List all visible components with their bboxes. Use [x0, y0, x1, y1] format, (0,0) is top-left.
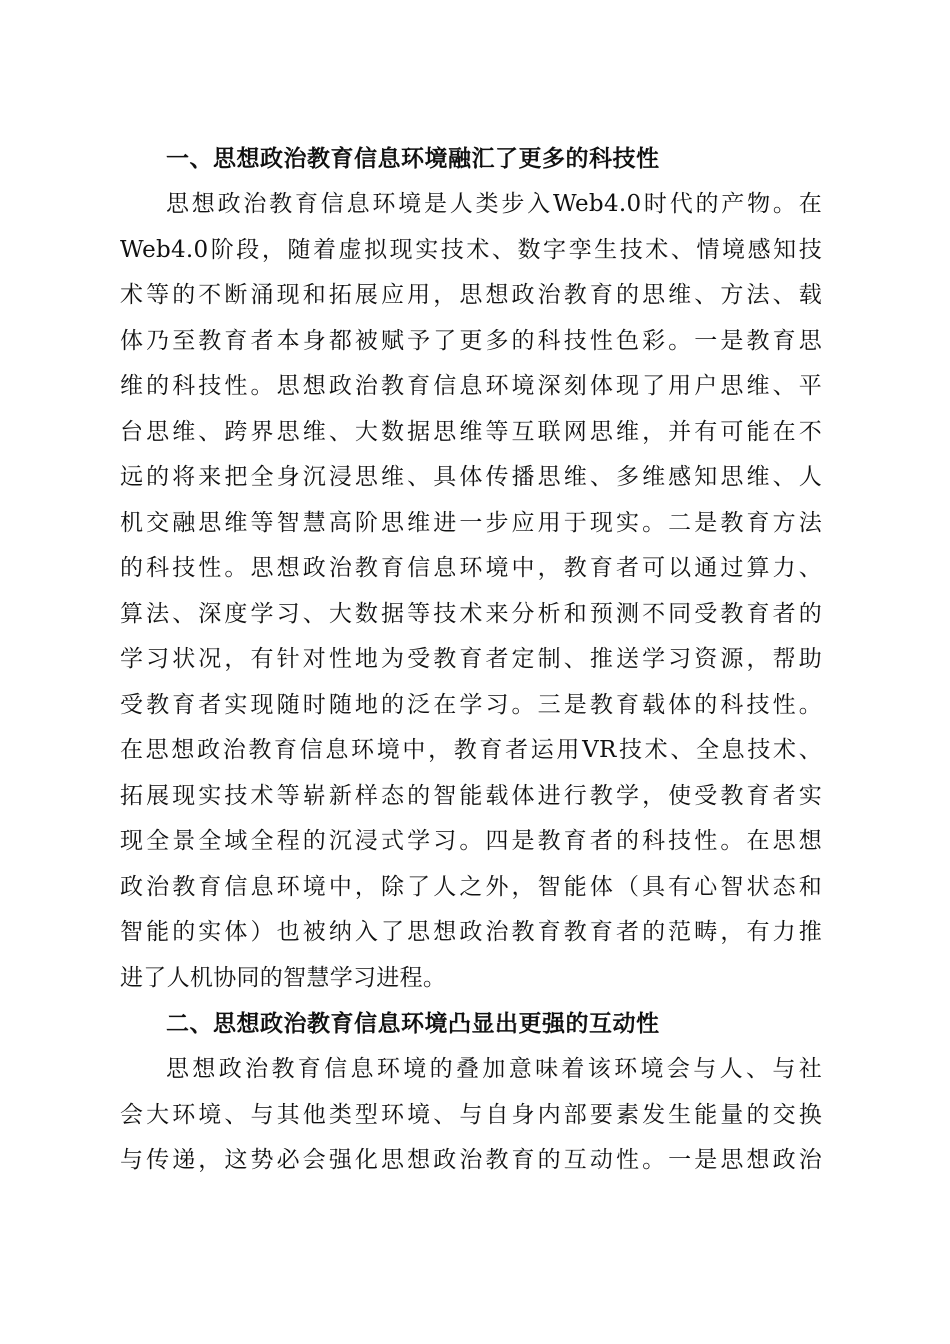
text-line: 受教育者实现随时随地的泛在学习。三是教育载体的科技性。: [120, 691, 822, 718]
text-line: 学习状况，有针对性地为受教育者定制、推送学习资源，帮助: [120, 646, 822, 672]
section-heading-2: 二、思想政治教育信息环境凸显出更强的互动性: [166, 1011, 660, 1037]
text-line: 会大环境、与其他类型环境、与自身内部要素发生能量的交换: [120, 1101, 822, 1128]
text-line: 智能的实体）也被纳入了思想政治教育教育者的范畴，有力推: [120, 919, 822, 945]
text-line: 术等的不断涌现和拓展应用，思想政治教育的思维、方法、载: [120, 282, 822, 308]
text-line: 思想政治教育信息环境的叠加意味着该环境会与人、与社: [166, 1056, 822, 1082]
text-line: 体乃至教育者本身都被赋予了更多的科技性色彩。一是教育思: [120, 327, 822, 354]
text-line: 进了人机协同的智慧学习进程。: [120, 964, 447, 991]
section-heading-1: 一、思想政治教育信息环境融汇了更多的科技性: [166, 146, 660, 172]
text-line: 与传递，这势必会强化思想政治教育的互动性。一是思想政治: [120, 1147, 822, 1173]
text-line: 思想政治教育信息环境是人类步入Web4.0时代的产物。在: [166, 191, 822, 217]
text-line: 现全景全域全程的沉浸式学习。四是教育者的科技性。在思想: [120, 828, 822, 854]
text-line: 远的将来把全身沉浸思维、具体传播思维、多维感知思维、人: [120, 464, 822, 490]
text-line: Web4.0阶段，随着虚拟现实技术、数字孪生技术、情境感知技: [120, 236, 822, 263]
text-line: 的科技性。思想政治教育信息环境中，教育者可以通过算力、: [120, 555, 822, 581]
text-line: 机交融思维等智慧高阶思维进一步应用于现实。二是教育方法: [120, 509, 822, 536]
text-line: 拓展现实技术等崭新样态的智能载体进行教学，使受教育者实: [120, 782, 822, 809]
section-paragraph-1: [120, 182, 822, 1001]
text-line: 算法、深度学习、大数据等技术来分析和预测不同受教育者的: [120, 600, 822, 627]
text-line: 在思想政治教育信息环境中，教育者运用VR技术、全息技术、: [120, 737, 822, 763]
text-line: 政治教育信息环境中，除了人之外，智能体（具有心智状态和: [120, 873, 822, 900]
text-line: 台思维、跨界思维、大数据思维等互联网思维，并有可能在不: [120, 418, 822, 445]
document-body: [120, 136, 822, 1184]
section-paragraph-2: [120, 1047, 822, 1184]
text-line: 维的科技性。思想政治教育信息环境深刻体现了用户思维、平: [120, 373, 822, 399]
